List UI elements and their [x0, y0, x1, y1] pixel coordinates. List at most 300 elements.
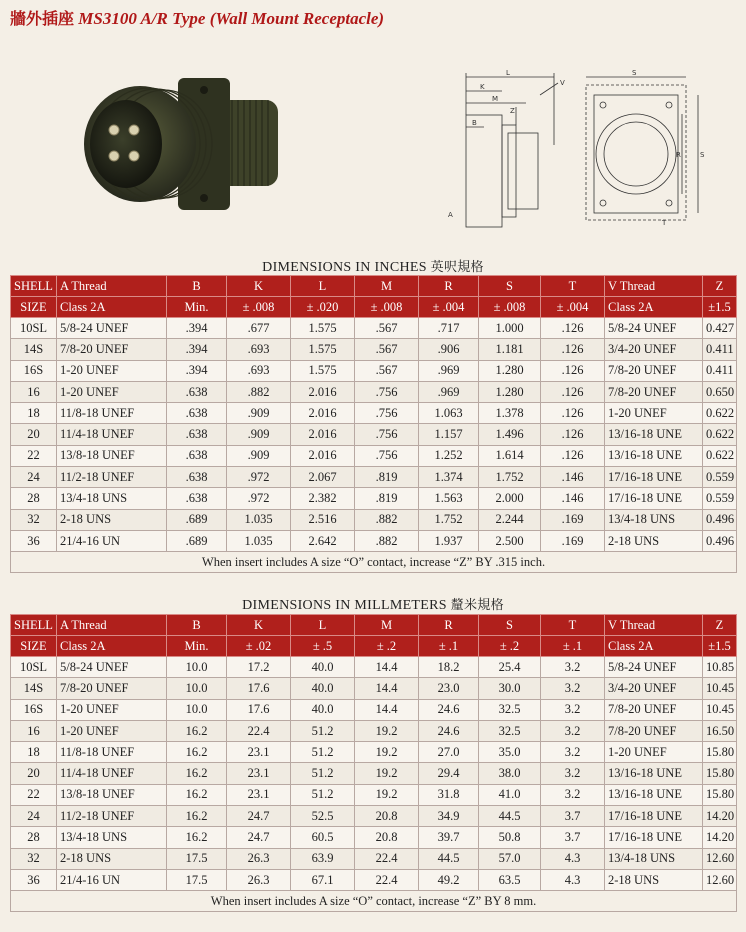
table-cell: 41.0 [479, 784, 541, 805]
column-header: T [541, 276, 605, 297]
table-cell: 15.80 [703, 763, 737, 784]
table-row [11, 509, 737, 530]
table-note: When insert includes A size “O” contact, increase “Z” BY .315 inch. [11, 552, 737, 573]
table-cell: .567 [355, 339, 419, 360]
column-header: V Thread [605, 615, 703, 636]
table-cell: 1.614 [479, 445, 541, 466]
table-cell: 11/2-18 UNEF [57, 806, 167, 827]
table-cell: .126 [541, 360, 605, 381]
table-cell: .169 [541, 530, 605, 551]
table-row [11, 869, 737, 890]
table-cell: 17.5 [167, 869, 227, 890]
table-cell: 16.2 [167, 763, 227, 784]
table-cell: 7/8-20 UNEF [605, 699, 703, 720]
table-row [11, 445, 737, 466]
table-cell: 10SL [11, 657, 57, 678]
column-header: ± .008 [227, 297, 291, 318]
table-cell: .689 [167, 530, 227, 551]
table-cell: .126 [541, 318, 605, 339]
column-header: ± .020 [291, 297, 355, 318]
table-cell: 2.244 [479, 509, 541, 530]
column-header: Min. [167, 636, 227, 657]
table-cell: 1.063 [419, 403, 479, 424]
table-cell: 5/8-24 UNEF [605, 657, 703, 678]
table-cell: 11/8-18 UNEF [57, 403, 167, 424]
table-cell: 7/8-20 UNEF [57, 339, 167, 360]
label-Z: Z [510, 107, 515, 115]
table-cell: 1-20 UNEF [605, 403, 703, 424]
table-cell: 4.3 [541, 869, 605, 890]
column-header: Class 2A [57, 297, 167, 318]
table-cell: 1-20 UNEF [605, 742, 703, 763]
title-english: MS3100 A/R Type (Wall Mount Receptacle) [78, 9, 385, 28]
table-cell: 10.45 [703, 699, 737, 720]
column-header: ± .008 [479, 297, 541, 318]
table-cell: 16S [11, 699, 57, 720]
table-cell: 11/4-18 UNEF [57, 763, 167, 784]
inches-table-header [11, 276, 737, 318]
table-cell: 25.4 [479, 657, 541, 678]
table-cell: 17.6 [227, 699, 291, 720]
table-cell: 22.4 [355, 869, 419, 890]
table-cell: 1.181 [479, 339, 541, 360]
table-cell: 17/16-18 UNE [605, 827, 703, 848]
table-cell: .972 [227, 467, 291, 488]
column-header: M [355, 276, 419, 297]
table-cell: 17/16-18 UNE [605, 488, 703, 509]
table-cell: 1-20 UNEF [57, 360, 167, 381]
table-note: When insert includes A size “O” contact, increase “Z” BY 8 mm. [11, 891, 737, 912]
table-cell: 13/4-18 UNS [605, 848, 703, 869]
table-cell: .756 [355, 445, 419, 466]
table-cell: 16.2 [167, 806, 227, 827]
column-header: M [355, 615, 419, 636]
table-cell: .969 [419, 360, 479, 381]
table-cell: 3.2 [541, 699, 605, 720]
table-cell: 26.3 [227, 869, 291, 890]
column-header: ± .1 [541, 636, 605, 657]
table-cell: 0.559 [703, 467, 737, 488]
table-cell: 51.2 [291, 742, 355, 763]
table-cell: .693 [227, 339, 291, 360]
table-cell: 1.937 [419, 530, 479, 551]
table-cell: 3/4-20 UNEF [605, 339, 703, 360]
column-header: L [291, 276, 355, 297]
table-cell: 3.2 [541, 742, 605, 763]
table-cell: 51.2 [291, 784, 355, 805]
table-cell: .638 [167, 445, 227, 466]
header-row-bottom [11, 297, 737, 318]
table-cell: 0.559 [703, 488, 737, 509]
table-cell: 16.2 [167, 784, 227, 805]
label-A: A [448, 211, 453, 219]
label-K: K [480, 83, 485, 91]
table-cell: .882 [355, 530, 419, 551]
table-cell: 0.411 [703, 360, 737, 381]
table-cell: 10.0 [167, 657, 227, 678]
column-header: ± .02 [227, 636, 291, 657]
column-header: SHELL [11, 615, 57, 636]
table-cell: 7/8-20 UNEF [57, 678, 167, 699]
table-row [11, 488, 737, 509]
table-cell: 3.7 [541, 827, 605, 848]
table-cell: 0.411 [703, 339, 737, 360]
mm-table [10, 614, 737, 912]
table-cell: 1.280 [479, 360, 541, 381]
table-cell: 13/4-18 UNS [57, 827, 167, 848]
table-cell: 3.2 [541, 678, 605, 699]
table-cell: 13/4-18 UNS [57, 488, 167, 509]
column-header: V Thread [605, 276, 703, 297]
label-L: L [506, 69, 510, 77]
table-cell: 63.5 [479, 869, 541, 890]
table-cell: 1.563 [419, 488, 479, 509]
column-header: Class 2A [605, 297, 703, 318]
table-row [11, 403, 737, 424]
table-cell: .638 [167, 488, 227, 509]
label-V: V [560, 79, 565, 87]
table-cell: 24 [11, 806, 57, 827]
table-cell: 28 [11, 827, 57, 848]
table-cell: 32 [11, 509, 57, 530]
table-cell: 16.2 [167, 827, 227, 848]
table-cell: 0.650 [703, 381, 737, 402]
table-cell: 51.2 [291, 763, 355, 784]
inches-table [10, 275, 737, 573]
column-header: Class 2A [57, 636, 167, 657]
table-cell: 52.5 [291, 806, 355, 827]
table-cell: 51.2 [291, 720, 355, 741]
table-cell: 16S [11, 360, 57, 381]
label-S-top: S [632, 69, 637, 77]
table-cell: 24.7 [227, 806, 291, 827]
table-cell: 28 [11, 488, 57, 509]
table-cell: 40.0 [291, 657, 355, 678]
table-cell: 14.4 [355, 699, 419, 720]
table-cell: 16 [11, 720, 57, 741]
table-cell: 1.035 [227, 509, 291, 530]
table-cell: 14.20 [703, 806, 737, 827]
table-row [11, 720, 737, 741]
table-row [11, 467, 737, 488]
column-header: ± .5 [291, 636, 355, 657]
table-cell: 1.000 [479, 318, 541, 339]
table-cell: .972 [227, 488, 291, 509]
table-cell: .567 [355, 318, 419, 339]
table-cell: 11/4-18 UNEF [57, 424, 167, 445]
table-cell: 27.0 [419, 742, 479, 763]
table-cell: 40.0 [291, 699, 355, 720]
table-cell: 44.5 [419, 848, 479, 869]
column-header: ±1.5 [703, 636, 737, 657]
table-cell: 2-18 UNS [57, 509, 167, 530]
table-row [11, 318, 737, 339]
table-cell: 11/2-18 UNEF [57, 467, 167, 488]
table-cell: 17.5 [167, 848, 227, 869]
table-cell: 5/8-24 UNEF [57, 657, 167, 678]
table-cell: 21/4-16 UN [57, 869, 167, 890]
column-header: ± .008 [355, 297, 419, 318]
table-cell: 39.7 [419, 827, 479, 848]
table-cell: 1.752 [419, 509, 479, 530]
table-cell: .126 [541, 381, 605, 402]
table-cell: .146 [541, 488, 605, 509]
page-title [10, 6, 384, 29]
table-cell: 1.252 [419, 445, 479, 466]
table-cell: 4.3 [541, 848, 605, 869]
column-header: SHELL [11, 276, 57, 297]
table-cell: 13/8-18 UNEF [57, 784, 167, 805]
column-header: ± .2 [355, 636, 419, 657]
table-cell: 3.2 [541, 763, 605, 784]
table-cell: 16.2 [167, 742, 227, 763]
table-cell: 20 [11, 424, 57, 445]
table-cell: 7/8-20 UNEF [605, 720, 703, 741]
table-cell: .126 [541, 445, 605, 466]
mm-heading-en: DIMENSIONS IN MILLMETERS [242, 598, 447, 613]
table-cell: .969 [419, 381, 479, 402]
table-cell: 2.516 [291, 509, 355, 530]
column-header: Z [703, 615, 737, 636]
table-cell: 24 [11, 467, 57, 488]
table-cell: 3.2 [541, 657, 605, 678]
table-cell: 1.496 [479, 424, 541, 445]
table-cell: .909 [227, 403, 291, 424]
table-cell: 44.5 [479, 806, 541, 827]
table-cell: .819 [355, 467, 419, 488]
column-header: A Thread [57, 615, 167, 636]
column-header: K [227, 615, 291, 636]
table-cell: 2-18 UNS [57, 848, 167, 869]
table-cell: .717 [419, 318, 479, 339]
table-cell: .394 [167, 318, 227, 339]
header-row-bottom [11, 636, 737, 657]
table-cell: 10.85 [703, 657, 737, 678]
table-cell: 35.0 [479, 742, 541, 763]
table-cell: 31.8 [419, 784, 479, 805]
column-header: Class 2A [605, 636, 703, 657]
header-row-top [11, 276, 737, 297]
table-cell: .146 [541, 467, 605, 488]
column-header: ± .1 [419, 636, 479, 657]
table-cell: 16 [11, 381, 57, 402]
table-cell: 13/16-18 UNE [605, 784, 703, 805]
table-cell: .394 [167, 339, 227, 360]
table-cell: 2.067 [291, 467, 355, 488]
table-cell: 19.2 [355, 720, 419, 741]
table-cell: 1.575 [291, 339, 355, 360]
table-row [11, 530, 737, 551]
inches-heading-en: DIMENSIONS IN INCHES [262, 260, 427, 275]
table-cell: .126 [541, 424, 605, 445]
table-cell: .882 [227, 381, 291, 402]
table-cell: .756 [355, 424, 419, 445]
table-row [11, 424, 737, 445]
table-cell: 22.4 [355, 848, 419, 869]
table-cell: 14.4 [355, 678, 419, 699]
title-chinese: 牆外插座 [10, 9, 75, 28]
table-cell: 30.0 [479, 678, 541, 699]
table-cell: 23.0 [419, 678, 479, 699]
column-header: A Thread [57, 276, 167, 297]
table-cell: 3/4-20 UNEF [605, 678, 703, 699]
table-cell: 20.8 [355, 806, 419, 827]
table-row [11, 763, 737, 784]
table-cell: 14.4 [355, 657, 419, 678]
table-cell: 17.2 [227, 657, 291, 678]
table-cell: 29.4 [419, 763, 479, 784]
table-cell: 32.5 [479, 720, 541, 741]
table-row [11, 657, 737, 678]
column-header: Z [703, 276, 737, 297]
table-cell: 13/16-18 UNE [605, 445, 703, 466]
inches-table-body [11, 318, 737, 573]
table-cell: 2.500 [479, 530, 541, 551]
table-row [11, 784, 737, 805]
table-cell: 19.2 [355, 763, 419, 784]
table-cell: 0.427 [703, 318, 737, 339]
table-cell: 17/16-18 UNE [605, 806, 703, 827]
table-cell: 17.6 [227, 678, 291, 699]
table-cell: .906 [419, 339, 479, 360]
inches-heading [0, 256, 746, 276]
mm-heading [0, 594, 746, 614]
table-cell: 0.622 [703, 445, 737, 466]
column-header: K [227, 276, 291, 297]
column-header: S [479, 276, 541, 297]
table-row [11, 339, 737, 360]
table-cell: .638 [167, 467, 227, 488]
table-cell: 36 [11, 530, 57, 551]
column-header: S [479, 615, 541, 636]
table-cell: .126 [541, 339, 605, 360]
note-row [11, 552, 737, 573]
table-cell: 7/8-20 UNEF [605, 381, 703, 402]
table-cell: 18 [11, 403, 57, 424]
table-cell: 14S [11, 678, 57, 699]
column-header: R [419, 615, 479, 636]
table-cell: 13/16-18 UNE [605, 763, 703, 784]
table-cell: 20.8 [355, 827, 419, 848]
table-cell: .756 [355, 403, 419, 424]
column-header: ± .004 [541, 297, 605, 318]
table-cell: 2.016 [291, 424, 355, 445]
table-cell: 1.575 [291, 318, 355, 339]
table-cell: 1.752 [479, 467, 541, 488]
table-cell: 12.60 [703, 848, 737, 869]
table-cell: .567 [355, 360, 419, 381]
table-cell: 2-18 UNS [605, 869, 703, 890]
table-row [11, 742, 737, 763]
table-cell: 11/8-18 UNEF [57, 742, 167, 763]
table-cell: 1.157 [419, 424, 479, 445]
header-row-top [11, 615, 737, 636]
table-cell: .909 [227, 424, 291, 445]
column-header: ± .2 [479, 636, 541, 657]
table-cell: .909 [227, 445, 291, 466]
table-cell: 10.45 [703, 678, 737, 699]
table-cell: 13/4-18 UNS [605, 509, 703, 530]
inches-heading-cn: 英呎規格 [430, 260, 484, 275]
table-cell: 38.0 [479, 763, 541, 784]
table-cell: 3.2 [541, 784, 605, 805]
table-cell: 32 [11, 848, 57, 869]
table-cell: 10SL [11, 318, 57, 339]
table-cell: 24.7 [227, 827, 291, 848]
table-cell: 0.496 [703, 509, 737, 530]
table-cell: 15.80 [703, 742, 737, 763]
note-row [11, 891, 737, 912]
table-cell: 5/8-24 UNEF [605, 318, 703, 339]
table-cell: 16.50 [703, 720, 737, 741]
table-cell: 2.642 [291, 530, 355, 551]
table-row [11, 848, 737, 869]
table-cell: 60.5 [291, 827, 355, 848]
table-cell: 49.2 [419, 869, 479, 890]
column-header: Min. [167, 297, 227, 318]
column-header: ±1.5 [703, 297, 737, 318]
table-cell: 0.496 [703, 530, 737, 551]
column-header: T [541, 615, 605, 636]
table-cell: 2.016 [291, 381, 355, 402]
table-cell: 3.7 [541, 806, 605, 827]
table-cell: 15.80 [703, 784, 737, 805]
table-cell: 22.4 [227, 720, 291, 741]
table-cell: 21/4-16 UN [57, 530, 167, 551]
table-cell: .126 [541, 403, 605, 424]
table-cell: 2.000 [479, 488, 541, 509]
table-cell: 18 [11, 742, 57, 763]
table-cell: 3.2 [541, 720, 605, 741]
table-cell: 50.8 [479, 827, 541, 848]
table-cell: 22 [11, 784, 57, 805]
label-R: R [676, 151, 681, 159]
table-cell: 1.280 [479, 381, 541, 402]
label-M: M [492, 95, 499, 103]
table-cell: 23.1 [227, 742, 291, 763]
label-S-side: S [700, 151, 705, 159]
label-B: B [472, 119, 477, 127]
table-cell: 63.9 [291, 848, 355, 869]
table-cell: 1.575 [291, 360, 355, 381]
table-cell: 26.3 [227, 848, 291, 869]
table-cell: 14.20 [703, 827, 737, 848]
table-cell: 67.1 [291, 869, 355, 890]
column-header: R [419, 276, 479, 297]
column-header: SIZE [11, 636, 57, 657]
table-cell: 0.622 [703, 424, 737, 445]
table-cell: 23.1 [227, 784, 291, 805]
table-cell: 17/16-18 UNE [605, 467, 703, 488]
table-cell: 20 [11, 763, 57, 784]
table-cell: 10.0 [167, 678, 227, 699]
table-cell: 2-18 UNS [605, 530, 703, 551]
table-cell: .638 [167, 424, 227, 445]
table-cell: 57.0 [479, 848, 541, 869]
table-cell: 19.2 [355, 742, 419, 763]
table-cell: 14S [11, 339, 57, 360]
connector-photo [78, 60, 293, 220]
table-cell: 24.6 [419, 720, 479, 741]
mm-table-header [11, 615, 737, 657]
table-cell: .756 [355, 381, 419, 402]
table-cell: .819 [355, 488, 419, 509]
table-row [11, 699, 737, 720]
table-cell: 10.0 [167, 699, 227, 720]
table-cell: 1.374 [419, 467, 479, 488]
table-cell: 1-20 UNEF [57, 381, 167, 402]
table-row [11, 360, 737, 381]
